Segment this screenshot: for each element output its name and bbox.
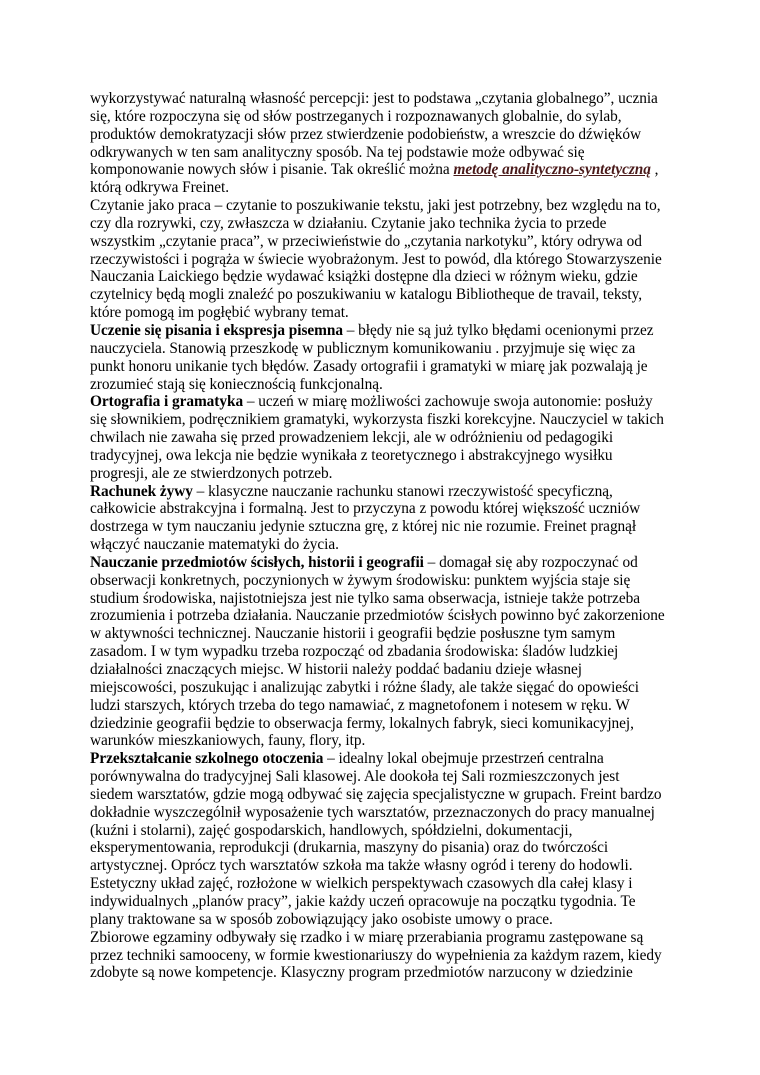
text-line: eksperymentowania, reprodukcji (drukarnia, maszyny do pisania) oraz do twórczości bbox=[90, 839, 609, 857]
text-line: studium środowiska, najistotniejsza jest nie tylko sama obserwacja, istnieje także potrzeba bbox=[90, 589, 640, 607]
text-segment: – idealny lokal obejmuje przestrzeń centralna bbox=[323, 750, 604, 768]
text-line bbox=[90, 483, 680, 501]
text-line: dokładnie wyszczególnił wyposażenie tych warsztatów, przeznaczonych do pracy manualnej bbox=[90, 803, 655, 821]
text-line: warunków mieszkaniowych, fauny, flory, itp. bbox=[90, 732, 366, 750]
text-line: indywidualnych „planów pracy”, jakie każdy uczeń opracowuje na początku tygodnia. Te bbox=[90, 892, 636, 910]
section-heading: Nauczanie przedmiotów ścisłych, historii i geografii bbox=[90, 553, 424, 571]
text-line: zrozumieć stają się koniecznością funkcjonalną. bbox=[90, 375, 383, 393]
text-segment: komponowanie nowych słów i pisanie. Tak określić można bbox=[90, 161, 454, 179]
section-heading: Ortografia i gramatyka bbox=[90, 393, 244, 411]
text-line: miejscowości, poszukując i analizując zabytki i różne ślady, ale także sięgać do opowieści bbox=[90, 678, 639, 696]
text-line: włączyć nauczanie matematyki do życia. bbox=[90, 536, 339, 554]
text-line: produktów demokratyzacji słów przez stwierdzenie podobieństw, a wreszcie do dźwięków bbox=[90, 125, 641, 143]
text-line bbox=[90, 322, 680, 340]
paragraph-global-reading bbox=[90, 90, 690, 197]
text-line: dostrzega w tym nauczaniu jedynie sztuczna grę, z której nic nie rozumie. Freinet pragnął bbox=[90, 518, 637, 536]
method-link[interactable]: metodę analityczno-syntetyczną bbox=[453, 161, 651, 179]
paragraph-reading-as-work bbox=[90, 197, 690, 322]
text-line: którą odkrywa Freinet. bbox=[90, 179, 230, 197]
text-line bbox=[90, 161, 680, 179]
text-line: Estetyczny układ zajęć, rozłożone w wielkich perspektywach czasowych dla całej klasy i bbox=[90, 875, 633, 893]
text-segment: – klasyczne nauczanie rachunku stanowi rzeczywistość specyficzną, bbox=[192, 482, 613, 500]
text-line bbox=[90, 750, 680, 768]
text-line: czy dla rozrywki, czy, zwłaszcza w działaniu. Czytanie jako technika życia to przede bbox=[90, 214, 607, 232]
text-line: zasadom. I w tym wypadku trzeba rozpocząć od zbadania środowiska: śladów ludzkiej bbox=[90, 643, 619, 661]
text-line: czytelnicy będą mogli znaleźć po poszukiwaniu w katalogu Bibliotheque de travail, teksty, bbox=[90, 286, 643, 304]
text-segment: – uczeń w miarę możliwości zachowuje swoja autonomie: posłuży bbox=[243, 393, 653, 411]
text-segment: – domagał się aby rozpoczynać od bbox=[423, 553, 638, 571]
text-line: Czytanie jako praca – czytanie to poszukiwanie tekstu, jaki jest potrzebny, bez względu na to, bbox=[90, 197, 661, 215]
text-line: plany traktowane sa w sposób zobowiązujący jako osobiste umowy o prace. bbox=[90, 910, 553, 928]
section-heading: Przekształcanie szkolnego otoczenia bbox=[90, 750, 324, 768]
text-line: siedem warsztatów, gdzie mogą odbywać się zajęcia specjalistyczne w grupach. Freint bardzo bbox=[90, 785, 662, 803]
text-line: artystycznej. Oprócz tych warsztatów szkoła ma także własny ogród i tereny do hodowli. bbox=[90, 857, 633, 875]
text-line: odkrywanych w ten sam analityczny sposób. Na tej podstawie może odbywać się bbox=[90, 143, 585, 161]
text-line: się, które rozpoczyna się od słów postrzeganych i rozpoznawanych globalnie, do sylab, bbox=[90, 107, 622, 125]
text-segment: – błędy nie są już tylko błędami ocenionymi przez bbox=[342, 321, 654, 339]
text-line: które pomogą im pogłębić wybrany temat. bbox=[90, 304, 349, 322]
text-line: działalności znaczących miejsc. W historii należy poddać badaniu dzieje własnej bbox=[90, 661, 583, 678]
text-line: punkt honoru unikanie tych błędów. Zasady ortografii i gramatyki w miarę jak pozwalają je bbox=[90, 357, 648, 375]
text-line: porównywalna do tradycyjnej Sali klasowej. Ale dookoła tej Sali rozmieszczonych jest bbox=[90, 768, 620, 786]
paragraph-writing bbox=[90, 322, 690, 393]
text-line: zrozumienia i potrzeba działania. Nauczanie przedmiotów ścisłych powinno być zakorzenione bbox=[90, 607, 665, 625]
text-line: przez techniki samooceny, w formie kwestionariuszy do wypełnienia za każdym razem, kiedy bbox=[90, 946, 662, 964]
text-line: wykorzystywać naturalną własność percepcji: jest to podstawa „czytania globalnego”, ucznia bbox=[90, 90, 658, 107]
document-page bbox=[90, 90, 690, 982]
section-heading: Uczenie się pisania i ekspresja pisemna bbox=[90, 321, 343, 339]
paragraph-arithmetic bbox=[90, 483, 690, 554]
text-line: dziedzinie geografii będzie to obserwacja fermy, lokalnych fabryk, sieci komunikacyjnej, bbox=[90, 714, 634, 732]
text-line: zdobyte są nowe kompetencje. Klasyczny program przedmiotów narzucony w dziedzinie bbox=[90, 964, 633, 982]
paragraph-school-environment bbox=[90, 750, 690, 928]
text-line: Nauczania Laickiego będzie wydawać książki dostępne dla dzieci w różnym wieku, gdzie bbox=[90, 268, 638, 286]
section-heading: Rachunek żywy bbox=[90, 482, 193, 500]
text-line: ludzi starszych, których trzeba do tego namawiać, z magnetofonem i notesem w ręku. W bbox=[90, 696, 630, 714]
text-line: całkowicie abstrakcyjna i formalną. Jest to przyczyna z powodu której większość uczniów bbox=[90, 500, 641, 518]
paragraph-orthography bbox=[90, 393, 690, 482]
text-line: w aktywności technicznej. Nauczanie historii i geografii będzie posłuszne tym samym bbox=[90, 625, 616, 643]
text-line: chwilach nie zawaha się przed prowadzeniem lekcji, ale w odróżnieniu od pedagogiki bbox=[90, 429, 614, 447]
text-line: Zbiorowe egzaminy odbywały się rzadko i w miarę przerabiania programu zastępowane są bbox=[90, 928, 644, 946]
text-line bbox=[90, 393, 680, 411]
text-line: progresji, ale ze stwierdzonych potrzeb. bbox=[90, 464, 333, 482]
text-line: wszystkim „czytanie praca”, w przeciwieństwie do „czytania narkotyku”, który odrywa od bbox=[90, 232, 642, 250]
text-line: rzeczywistości i pogrąża w świecie wyobrażonym. Jest to powód, dla którego Stowarzyszenie bbox=[90, 250, 662, 268]
text-line: nauczyciela. Stanowią przeszkodę w publicznym komunikowaniu . przyjmuje się więc za bbox=[90, 339, 636, 357]
paragraph-sciences bbox=[90, 554, 690, 750]
text-segment: , bbox=[650, 161, 659, 179]
text-line: się słownikiem, podręcznikiem gramatyki, wykorzysta fiszki korekcyjne. Nauczyciel w takich bbox=[90, 411, 664, 429]
text-line: obserwacji konkretnych, poczynionych w żywym środowisku: punktem wyjścia staje się bbox=[90, 571, 631, 589]
text-line: (kuźni i stolarni), zajęć gospodarskich, handlowych, spółdzielni, dokumentacji, bbox=[90, 821, 573, 839]
text-line: tradycyjnej, owa lekcja nie będzie wynikała z teoretycznego i abstrakcyjnego wysiłku bbox=[90, 446, 613, 464]
text-line bbox=[90, 554, 680, 572]
paragraph-exams bbox=[90, 929, 690, 983]
